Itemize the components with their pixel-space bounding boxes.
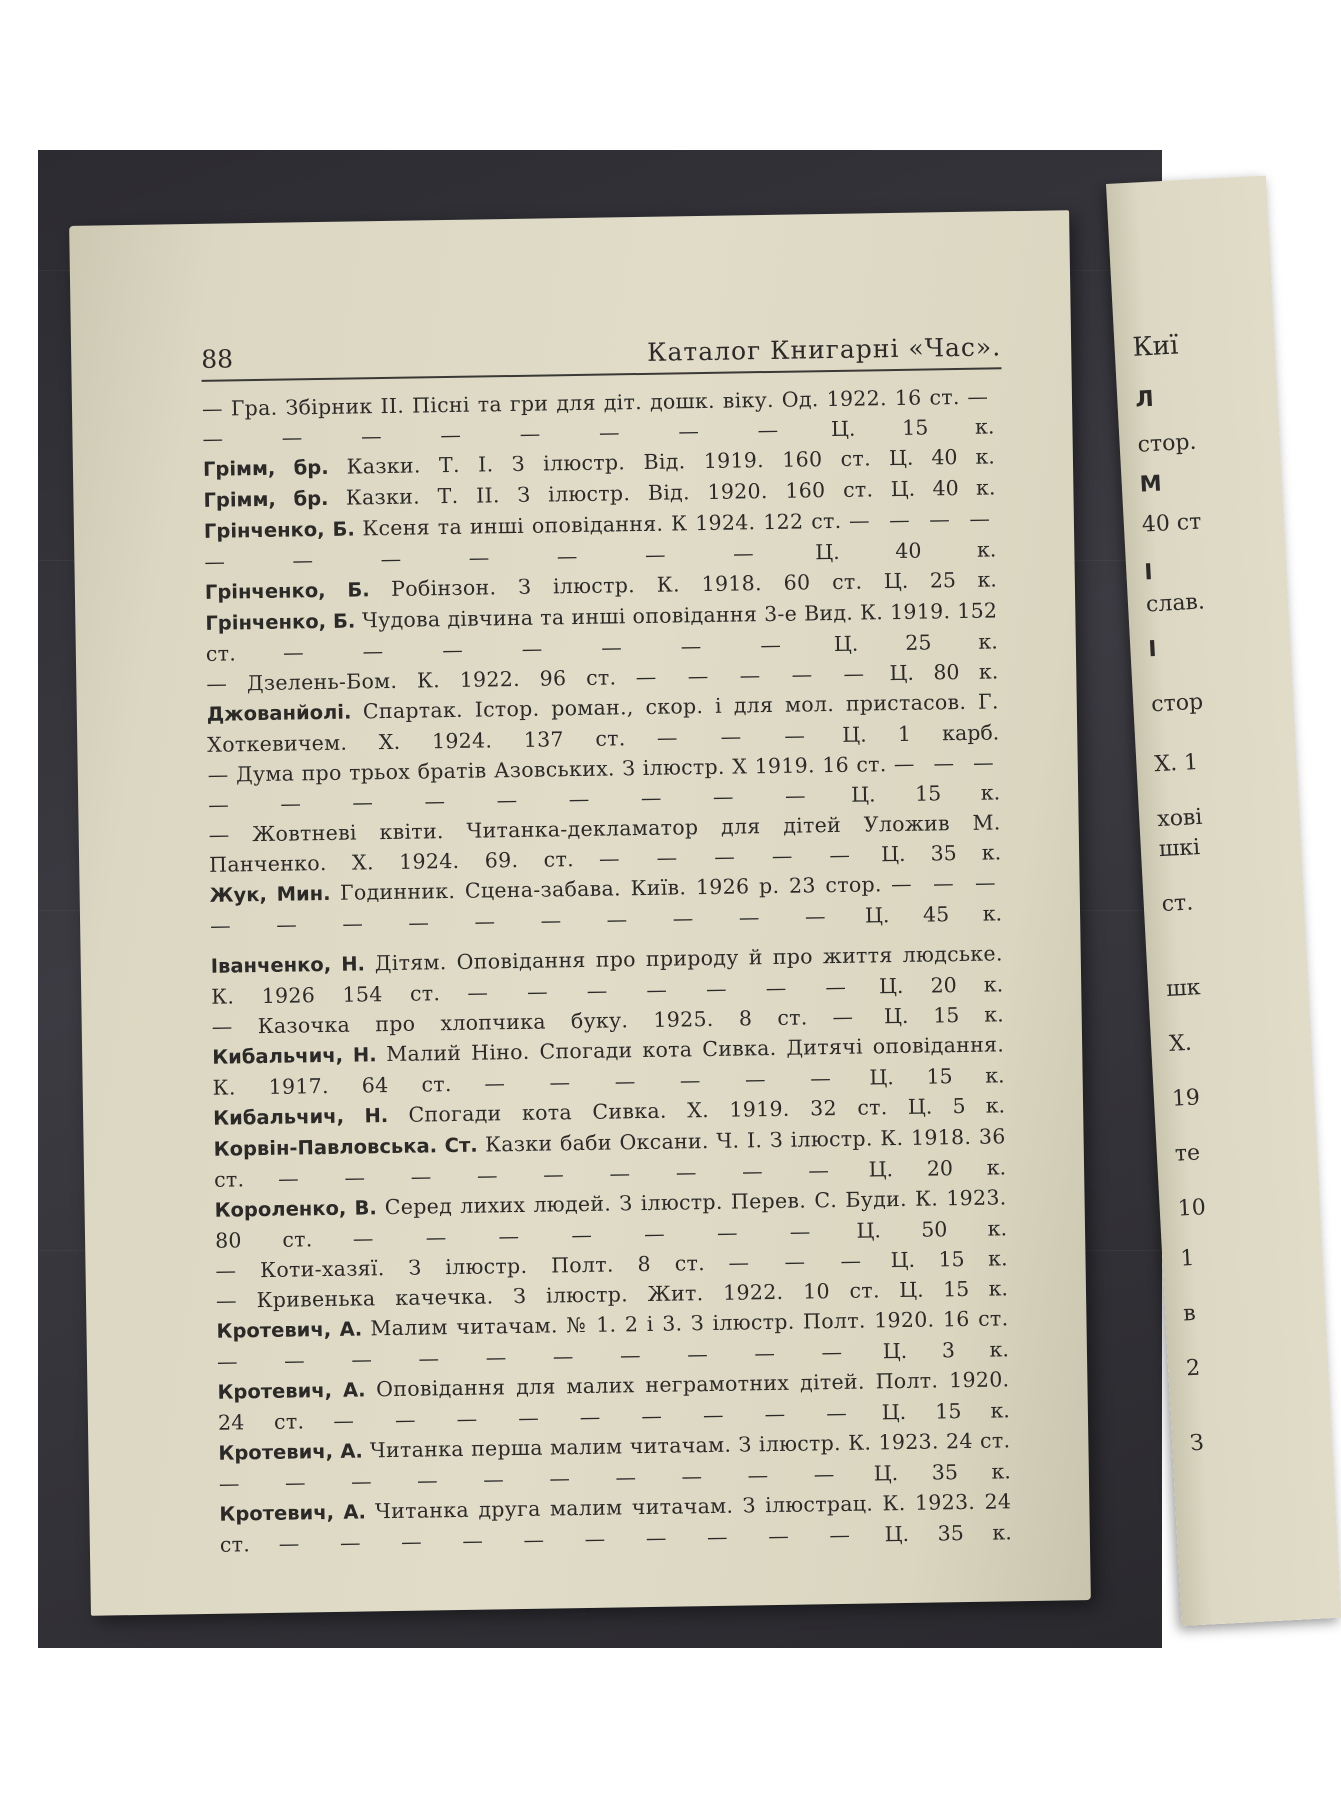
entry-author: Жук, Мин. [209, 881, 331, 907]
facing-page-fragment: стор. [1137, 429, 1198, 458]
facing-page [1106, 176, 1341, 1626]
entry-description: Робінзон. З ілюстр. К. 1918. 60 ст. [390, 569, 863, 601]
entry-price: Ц. 15 к. [869, 1063, 1005, 1090]
entry-dash-leader: — — — — — [598, 842, 857, 871]
catalog-entries [202, 381, 1012, 1559]
photo-background [38, 150, 1207, 1648]
facing-page-fragment: в [1182, 1300, 1197, 1327]
entry-price: Ц. 5 к. [907, 1093, 1006, 1119]
entry-description: Спогади кота Сивка. Х. 1919. 32 ст. [408, 1095, 888, 1127]
running-title: Каталог Книгарні «Час». [646, 332, 1002, 367]
entry-description: Спартак. Істор. роман., скор. і для мол. пристасов. Г. Хоткевичем. Х. 1924. 137 ст. [207, 689, 999, 757]
entry-description: Казки. Т. І. З ілюстр. Від. 1919. 160 ст. [346, 446, 872, 479]
entry-author: Грінченко, Б. [204, 578, 370, 604]
entry-author: Кротевич, А. [219, 1500, 367, 1526]
entry-author: Грінченко, Б. [203, 517, 355, 543]
facing-page-fragment: З [1189, 1430, 1205, 1457]
facing-page-fragment: Х. [1168, 1030, 1193, 1057]
entry-dash-leader: — — — — — — — — — — [216, 1339, 849, 1374]
entry-dash-leader: — [832, 1004, 860, 1030]
entry-author: Грімм, бр. [203, 486, 329, 512]
entry-description: Читанка друга малим читачам. З ілюстрац. К. 1923. 24 ст. [219, 1489, 1012, 1557]
facing-page-fragment: М [1139, 471, 1163, 498]
entry-price: Ц. 15 к. [883, 1002, 1004, 1029]
entry-dash-leader: — — — — — — — — — [202, 384, 995, 451]
entry-price: Ц. 25 к. [833, 629, 998, 656]
entry-description: Дітям. Оповідання про природу й про життя людське. К. 1926 154 ст. [211, 941, 1003, 1009]
entry-dash-leader: — — — — — [635, 661, 871, 690]
entry-dash-leader: — — — [728, 1248, 868, 1275]
entry-description: — Дума про трьох братів Азовських. З ілюстр. Х 1919. 16 ст. [207, 752, 887, 787]
entry-author: Кибальчич, Н. [212, 1043, 377, 1069]
entry-price: Ц. 45 к. [864, 901, 1003, 928]
entry-description: Казки. Т. II. З ілюстр. Від. 1920. 160 ст. [345, 477, 874, 510]
entry-author: Корвін-Павловська. Ст. [213, 1133, 478, 1161]
entry-description: Малим читачам. № 1. 2 і 3. З ілюстр. Полт. 1920. 16 ст. [370, 1306, 1009, 1341]
entry-description: Оповідання для малих неграмотних дітей. Полт. 1920. 24 ст. [217, 1367, 1010, 1435]
facing-page-fragment: Киї [1131, 330, 1180, 363]
entry-dash-leader: — — — — — — — — — — — [204, 506, 997, 574]
facing-page-fragment: І [1147, 637, 1158, 663]
entry-author: Кротевич, А. [217, 1378, 366, 1404]
entry-price: Ц. 15 к. [890, 1246, 1008, 1273]
entry-description: — Дзелень-Бом. К. 1922. 96 ст. [206, 665, 617, 696]
entry-price: Ц. 3 к. [882, 1337, 1010, 1364]
entry-author: Короленко, В. [214, 1196, 378, 1222]
entry-author: Джованйолі. [206, 700, 352, 726]
entry-price: Ц. 40 к. [888, 444, 996, 471]
facing-page-fragment: ст. [1161, 890, 1194, 918]
entry-price: Ц. 35 к. [873, 1459, 1012, 1486]
entry-price: Ц. 25 к. [883, 567, 998, 594]
facing-page-fragment: стор [1150, 689, 1204, 718]
entry-author: Кротевич, А. [216, 1317, 363, 1343]
entry-price: Ц. 35 к. [884, 1520, 1012, 1547]
entry-description: Ксеня та инші оповідання. К 1924. 122 ст. [362, 508, 842, 541]
entry-author: Кибальчич, Н. [212, 1104, 389, 1130]
facing-page-fragment: 40 ст [1141, 509, 1202, 538]
facing-page-fragment: Л [1134, 386, 1155, 413]
entry-description: — Казочка про хлопчика буку. 1925. 8 ст. [211, 1005, 808, 1039]
entry-price: Ц. 20 к. [868, 1155, 1007, 1182]
entry-price: Ц. 15 к. [830, 414, 995, 441]
entry-dash-leader: — — — — — — — [352, 1219, 817, 1251]
entry-dash-leader: — — — — — — — — — — — — — [209, 870, 1002, 938]
entry-description: Серед лихих людей. З ілюстр. Перев. С. Буди. К. 1923. 80 ст. [214, 1185, 1007, 1253]
entry-description: Годинник. Сцена-забава. Київ. 1926 р. 23 стор. [339, 872, 882, 905]
entry-description: Казки баби Оксани. Ч. І. З ілюстр. К. 1918. 36 ст. [213, 1124, 1006, 1192]
entry-description: Чудова дівчина та инші оповідання 3-е Вид. К. 1919. 152 ст. [205, 598, 998, 666]
entry-dash-leader: — — — — — — [484, 1065, 837, 1096]
entry-author: Грінченко, Б. [205, 609, 356, 635]
facing-page-fragment: шк [1165, 975, 1202, 1002]
entry-price: Ц. 15 к. [850, 780, 1001, 807]
facing-page-fragment: Х. 1 [1153, 749, 1199, 778]
entry-dash-leader: — — — — — — — [282, 632, 788, 665]
entry-price: Ц. 35 к. [880, 840, 1002, 867]
page-number: 88 [201, 344, 234, 374]
entry-description: — Жовтневі квіти. Читанка-декламатор для дітей Уложив М. Панченко. Х. 1924. 69. ст. [208, 810, 1001, 877]
entry-price: Ц. 15 к. [899, 1276, 1009, 1303]
entry-description: — Коти-хазяї. З ілюстр. Полт. 8 ст. [215, 1251, 706, 1283]
entry-description: Читанка перша малим читачам. З ілюстр. К. 1923. 24 ст. [369, 1428, 1011, 1463]
entry-price: Ц. 40 к. [815, 537, 997, 565]
entry-author: Кротевич, А. [218, 1439, 364, 1465]
facing-page-fragment: 19 [1171, 1085, 1201, 1112]
entry-dash-leader: — — — — — — — — — — [278, 1522, 857, 1556]
entry-price: Ц. 80 к. [889, 659, 999, 686]
facing-page-fragment: 10 [1177, 1195, 1207, 1222]
entry-dash-leader: — — — — — — — — — [277, 1158, 836, 1191]
entry-author: Грімм, бр. [202, 455, 329, 481]
entry-description: Малий Ніно. Спогади кота Сивка. Дитячі оповідання. К. 1917. 64 ст. [212, 1032, 1005, 1100]
facing-page-fragment: шкі [1158, 835, 1201, 863]
facing-page-fragment: слав. [1145, 589, 1206, 618]
entry-dash-leader: — — — — — — — [467, 974, 853, 1005]
entry-price: Ц. 40 к. [890, 475, 996, 502]
entry-author: Іванченко, Н. [210, 952, 366, 978]
page-header [201, 321, 1002, 382]
entry-price: Ц. 50 к. [856, 1216, 1008, 1243]
facing-page-fragment: те [1174, 1140, 1201, 1167]
facing-page-fragment: І [1143, 560, 1154, 586]
catalog-page [69, 210, 1091, 1616]
catalog-entry [209, 867, 1002, 940]
catalog-entry [219, 1486, 1012, 1559]
facing-page-fragment: 1 [1179, 1245, 1196, 1272]
entry-dash-leader: — — — — — — — — — — — — [208, 750, 1000, 817]
entry-price: Ц. 15 к. [881, 1398, 1011, 1425]
entry-description: — Кривенька качечка. З ілюстр. Жит. 1922. 10 ст. [215, 1278, 880, 1313]
entry-price: Ц. 1 карб. [842, 720, 1000, 747]
entry-description: — Гра. Збірник II. Пісні та гри для діт. дошк. віку. Од. 1922. 16 ст. [201, 384, 960, 421]
entry-dash-leader: — — — — — — — — — [333, 1400, 853, 1433]
entry-dash-leader: — — — — — — — — — — [218, 1461, 841, 1496]
entry-dash-leader: — — — [656, 723, 812, 750]
facing-page-fragment: 2 [1185, 1355, 1201, 1382]
facing-page-fragment: хові [1156, 804, 1204, 833]
entry-price: Ц. 20 к. [878, 972, 1004, 999]
